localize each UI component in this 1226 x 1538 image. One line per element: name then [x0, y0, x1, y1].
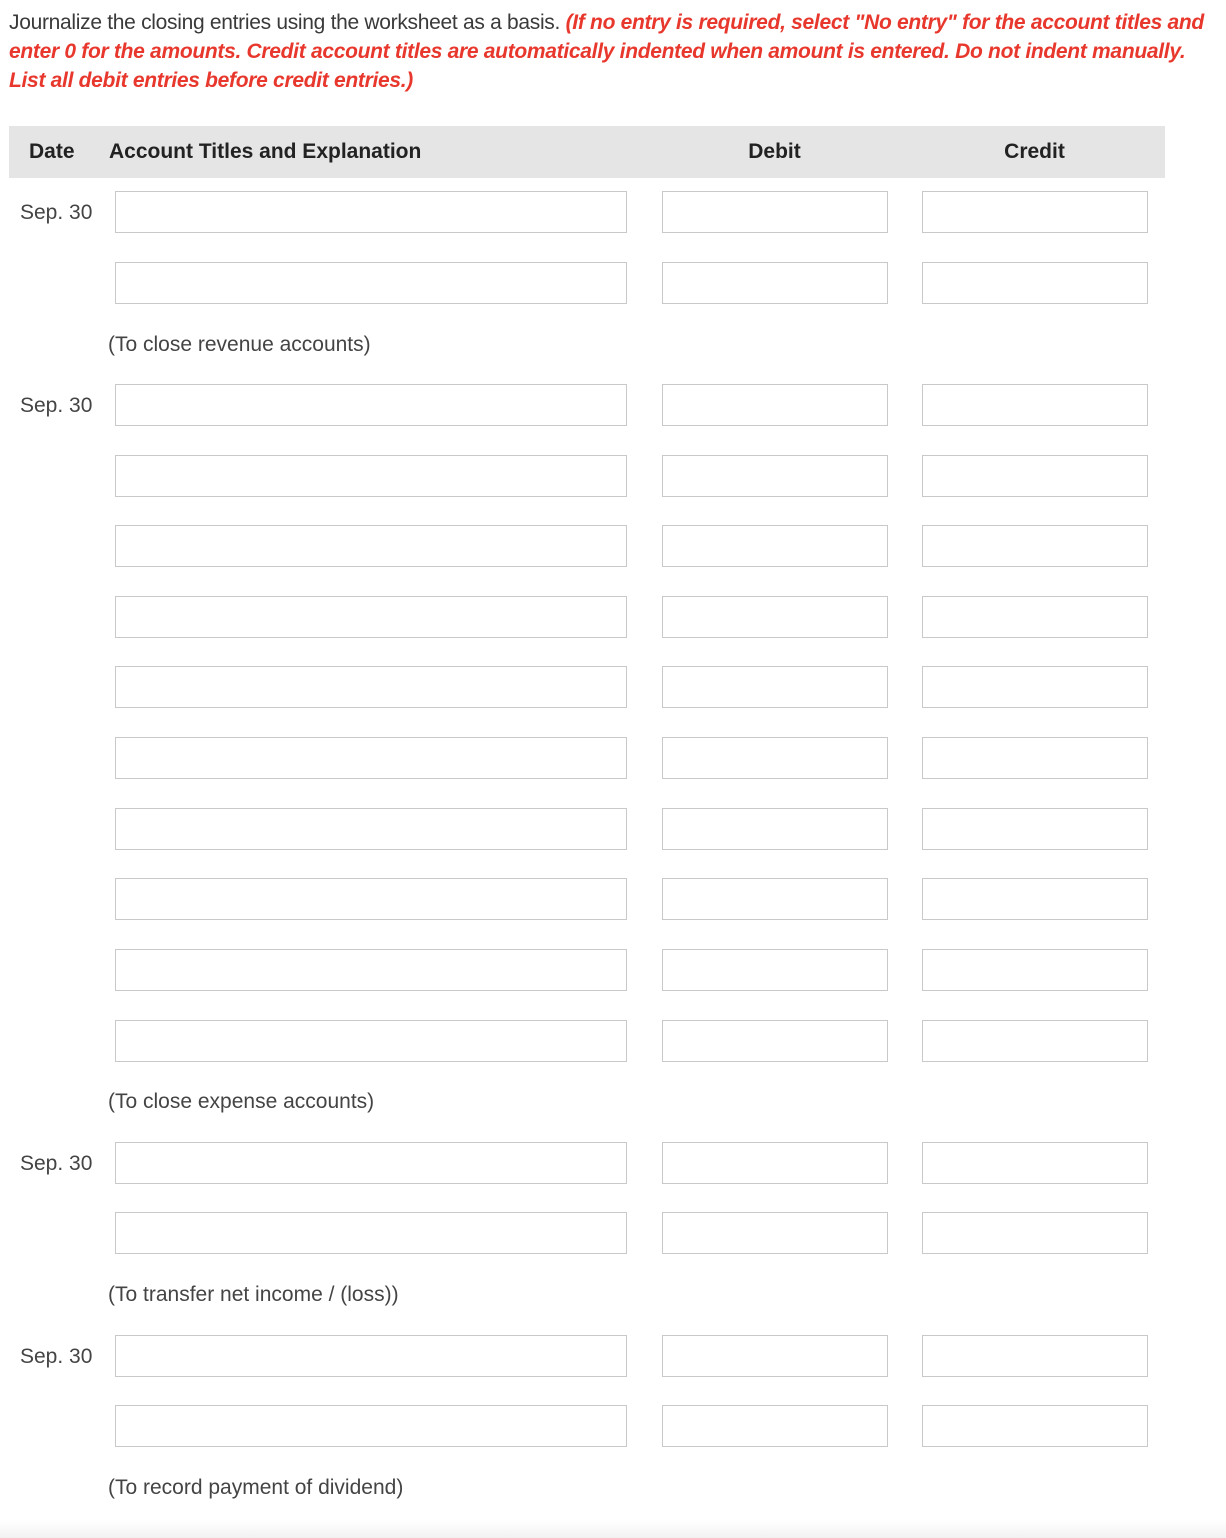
account-title-input[interactable]: [115, 666, 627, 708]
account-title-input[interactable]: [115, 1405, 627, 1447]
journal-row: [0, 1142, 1226, 1186]
debit-input[interactable]: [662, 1335, 888, 1377]
credit-input[interactable]: [922, 737, 1148, 779]
debit-input[interactable]: [662, 1020, 888, 1062]
journal-row: [0, 737, 1226, 781]
account-title-input[interactable]: [115, 384, 627, 426]
credit-input[interactable]: [922, 1020, 1148, 1062]
credit-input[interactable]: [922, 1405, 1148, 1447]
header-debit: Debit: [748, 140, 801, 163]
journal-row: [0, 666, 1226, 710]
credit-input[interactable]: [922, 878, 1148, 920]
credit-input[interactable]: [922, 666, 1148, 708]
account-title-input[interactable]: [115, 262, 627, 304]
account-title-input[interactable]: [115, 1020, 627, 1062]
credit-input[interactable]: [922, 1335, 1148, 1377]
header-credit: Credit: [1004, 140, 1065, 163]
debit-input[interactable]: [662, 191, 888, 233]
debit-input[interactable]: [662, 808, 888, 850]
journal-row: [0, 1020, 1226, 1064]
entry-explanation: (To record payment of dividend): [108, 1476, 404, 1499]
credit-input[interactable]: [922, 455, 1148, 497]
account-title-input[interactable]: [115, 949, 627, 991]
credit-input[interactable]: [922, 384, 1148, 426]
account-title-input[interactable]: [115, 455, 627, 497]
entry-date: Sep. 30: [20, 201, 93, 224]
credit-input[interactable]: [922, 1212, 1148, 1254]
header-date: Date: [29, 140, 75, 163]
bottom-edge-shade: [0, 1520, 1226, 1538]
debit-input[interactable]: [662, 737, 888, 779]
account-title-input[interactable]: [115, 525, 627, 567]
debit-input[interactable]: [662, 949, 888, 991]
journal-row: [0, 878, 1226, 922]
journal-table-header: [9, 126, 1165, 178]
credit-input[interactable]: [922, 1142, 1148, 1184]
credit-input[interactable]: [922, 808, 1148, 850]
entry-date: Sep. 30: [20, 394, 93, 417]
journal-row: [0, 384, 1226, 428]
entry-explanation: (To close revenue accounts): [108, 333, 371, 356]
instructions: [9, 8, 1209, 95]
journal-row: [0, 1212, 1226, 1256]
credit-input[interactable]: [922, 949, 1148, 991]
journal-row: [0, 1405, 1226, 1449]
debit-input[interactable]: [662, 596, 888, 638]
entry-explanation: (To transfer net income / (loss)): [108, 1283, 399, 1306]
entry-date: Sep. 30: [20, 1345, 93, 1368]
account-title-input[interactable]: [115, 737, 627, 779]
credit-input[interactable]: [922, 525, 1148, 567]
credit-input[interactable]: [922, 596, 1148, 638]
account-title-input[interactable]: [115, 596, 627, 638]
credit-input[interactable]: [922, 191, 1148, 233]
journal-row: [0, 1335, 1226, 1379]
debit-input[interactable]: [662, 878, 888, 920]
journal-row: [0, 191, 1226, 235]
debit-input[interactable]: [662, 525, 888, 567]
account-title-input[interactable]: [115, 1142, 627, 1184]
account-title-input[interactable]: [115, 878, 627, 920]
journal-row: [0, 262, 1226, 306]
debit-input[interactable]: [662, 1212, 888, 1254]
entry-date: Sep. 30: [20, 1152, 93, 1175]
account-title-input[interactable]: [115, 808, 627, 850]
account-title-input[interactable]: [115, 1335, 627, 1377]
account-title-input[interactable]: [115, 191, 627, 233]
entry-explanation: (To close expense accounts): [108, 1090, 375, 1113]
journal-row: [0, 455, 1226, 499]
journal-row: [0, 808, 1226, 852]
debit-input[interactable]: [662, 455, 888, 497]
account-title-input[interactable]: [115, 1212, 627, 1254]
credit-input[interactable]: [922, 262, 1148, 304]
instructions-lead: Journalize the closing entries using the worksheet as a basis.: [9, 11, 561, 34]
debit-input[interactable]: [662, 1405, 888, 1447]
journal-row: [0, 525, 1226, 569]
header-account-titles: Account Titles and Explanation: [109, 140, 422, 163]
debit-input[interactable]: [662, 1142, 888, 1184]
journal-row: [0, 949, 1226, 993]
instructions-note: (If no entry is required, select "No entry" for the account titles and enter 0 for the amounts. Credit account titles are automatically indented when amount is entered. Do not indent manually. List all debit entries before credit entries.): [9, 11, 1204, 92]
journal-row: [0, 596, 1226, 640]
debit-input[interactable]: [662, 666, 888, 708]
debit-input[interactable]: [662, 384, 888, 426]
debit-input[interactable]: [662, 262, 888, 304]
